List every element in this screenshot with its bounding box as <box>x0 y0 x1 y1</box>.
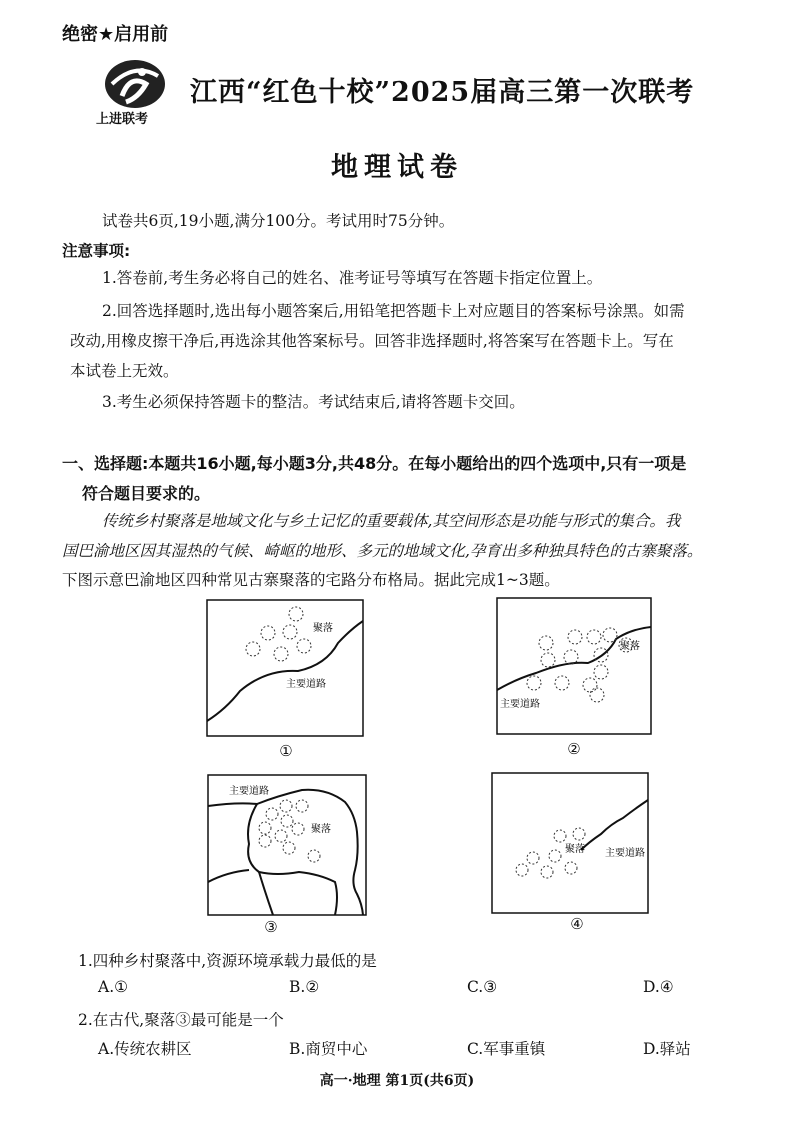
passage-line: 下图示意巴渝地区四种常见古寨聚落的宅路分布格局。据此完成1~3题。 <box>62 571 560 589</box>
confidential-mark: 绝密★启用前 <box>62 24 169 45</box>
section-heading: 一、选择题:本题共16小题,每小题3分,共48分。在每小题给出的四个选项中,只有一项是 <box>62 454 687 473</box>
page-footer: 高一·地理 第1页(共6页) <box>319 1073 475 1089</box>
map-label-settlement: 聚落 <box>565 844 585 855</box>
map-label-settlement: 聚落 <box>311 824 331 835</box>
map-label-road: 主要道路 <box>605 848 645 859</box>
note-item: 本试卷上无效。 <box>70 362 179 380</box>
map-number: ③ <box>264 918 278 936</box>
option-c: C.③ <box>467 978 498 996</box>
note-item: 1.答卷前,考生务必将自己的姓名、准考证号等填写在答题卡指定位置上。 <box>102 269 603 287</box>
subject-title: 地理试卷 <box>331 152 463 183</box>
option-c: C.军事重镇 <box>467 1040 546 1058</box>
question-stem: 1.四种乡村聚落中,资源环境承载力最低的是 <box>78 952 377 970</box>
settlement-map-4 <box>491 772 649 933</box>
settlement-map-1 <box>206 599 364 760</box>
note-item: 2.回答选择题时,选出每小题答案后,用铅笔把答题卡上对应题目的答案标号涂黑。如需 <box>102 302 685 320</box>
option-d: D.④ <box>643 978 674 996</box>
passage-line: 国巴渝地区因其湿热的气候、崎岖的地形、多元的地域文化,孕育出多种独具特色的古寨聚落。 <box>62 542 703 560</box>
passage-line: 传统乡村聚落是地域文化与乡土记忆的重要载体,其空间形态是功能与形式的集合。我 <box>102 512 681 530</box>
map-label-road: 主要道路 <box>286 679 326 690</box>
map-label-road: 主要道路 <box>500 699 540 710</box>
exam-info: 试卷共6页,19小题,满分100分。考试用时75分钟。 <box>102 212 455 230</box>
note-item: 改动,用橡皮擦干净后,再选涂其他答案标号。回答非选择题时,将答案写在答题卡上。写在 <box>70 332 674 350</box>
settlement-map-3 <box>207 774 367 936</box>
option-a: A.传统农耕区 <box>98 1040 192 1058</box>
question-stem: 2.在古代,聚落③最可能是一个 <box>78 1011 284 1029</box>
note-item: 3.考生必须保持答题卡的整洁。考试结束后,请将答题卡交回。 <box>102 393 525 411</box>
map-label-road: 主要道路 <box>229 786 269 797</box>
section-heading-cont: 符合题目要求的。 <box>82 484 211 503</box>
settlement-map-2 <box>496 597 652 758</box>
map-number: ① <box>279 742 293 760</box>
option-b: B.② <box>289 978 320 996</box>
notes-heading: 注意事项: <box>62 242 131 260</box>
logo-text: 上进联考 <box>96 112 149 127</box>
option-a: A.① <box>98 978 129 996</box>
option-d: D.驿站 <box>643 1040 691 1058</box>
exam-title: 江西“红色十校”2025届高三第一次联考 <box>190 77 695 108</box>
option-b: B.商贸中心 <box>289 1040 368 1058</box>
map-label-settlement: 聚落 <box>313 623 333 634</box>
map-label-settlement: 聚落 <box>620 641 640 652</box>
map-number: ② <box>567 740 581 758</box>
map-number: ④ <box>570 915 584 933</box>
